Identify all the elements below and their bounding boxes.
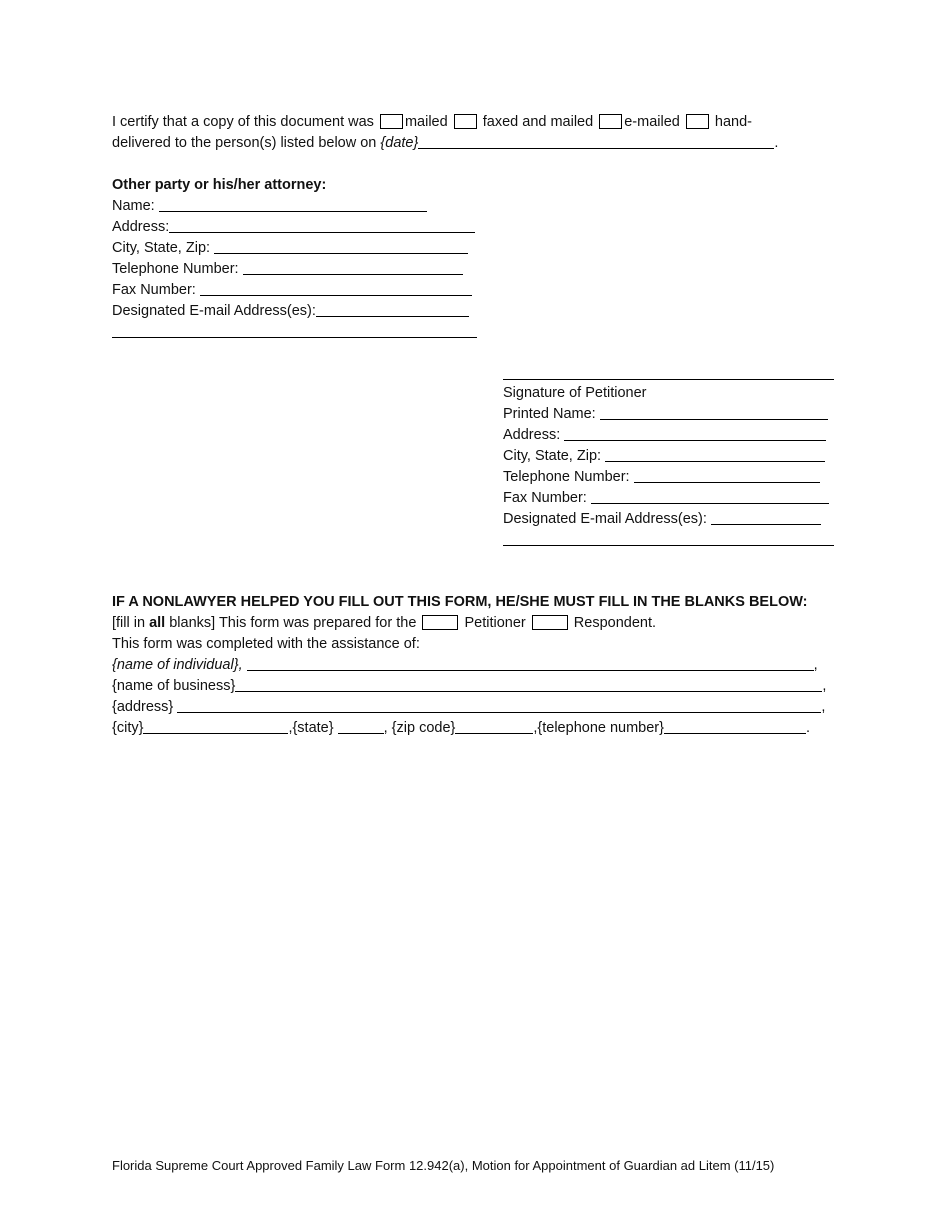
period: . xyxy=(774,135,779,151)
other-party-email-line-2 xyxy=(112,322,477,342)
prepared-for-text: blanks] This form was prepared for the xyxy=(169,615,417,631)
nonlawyer-state-field[interactable] xyxy=(338,719,384,734)
mailed-label: mailed xyxy=(404,114,448,130)
fax-label: Fax Number: xyxy=(112,282,196,298)
address-label: Address: xyxy=(112,219,170,235)
comma: , xyxy=(822,678,827,694)
certificate-line-1 xyxy=(112,112,752,132)
form-footer: Florida Supreme Court Approved Family Law Form 12.942(a), Motion for Appointment of Guardian ad Litem (11/15) xyxy=(112,1158,775,1173)
mailed-checkbox[interactable] xyxy=(380,114,403,129)
petitioner-address-field[interactable] xyxy=(564,426,826,441)
other-party-city-field[interactable] xyxy=(214,239,468,254)
nonlawyer-zip-label: , {zip code} xyxy=(383,720,456,736)
petitioner-phone-field[interactable] xyxy=(634,468,820,483)
name-business-label: {name of business} xyxy=(112,678,236,694)
signature-line-row xyxy=(503,364,834,384)
petitioner-address-label: Address: xyxy=(503,427,561,443)
nonlawyer-state-label: ,{state} xyxy=(288,720,334,736)
respondent-option-label: Respondent. xyxy=(573,615,657,631)
petitioner-city-row xyxy=(503,446,825,466)
petitioner-email-row xyxy=(503,509,821,529)
petitioner-fax-label: Fax Number: xyxy=(503,490,587,506)
nonlawyer-city-label: {city} xyxy=(112,720,144,736)
emailed-label: e-mailed xyxy=(624,114,680,130)
phone-label: Telephone Number: xyxy=(112,261,239,277)
other-party-name-field[interactable] xyxy=(159,197,427,212)
name-individual-row xyxy=(112,655,818,675)
other-party-address-row xyxy=(112,217,475,237)
other-party-fax-row xyxy=(112,280,472,300)
comma: , xyxy=(813,657,818,673)
petitioner-city-field[interactable] xyxy=(605,447,825,462)
city-label: City, State, Zip: xyxy=(112,240,211,256)
nonlawyer-address-field[interactable] xyxy=(177,698,821,713)
fill-in-text: [fill in xyxy=(112,615,146,631)
other-party-email-row xyxy=(112,301,469,321)
other-party-email-field[interactable] xyxy=(316,302,469,317)
other-party-phone-row xyxy=(112,259,463,279)
nonlawyer-heading-text: IF A NONLAWYER HELPED YOU FILL OUT THIS FORM, HE/SHE MUST FILL IN THE BLANKS BELOW: xyxy=(112,594,808,610)
petitioner-email-field[interactable] xyxy=(711,510,821,525)
printed-name-label: Printed Name: xyxy=(503,406,596,422)
other-party-fax-field[interactable] xyxy=(200,281,472,296)
petitioner-option-label: Petitioner xyxy=(464,615,526,631)
respondent-checkbox[interactable] xyxy=(532,615,568,630)
certificate-line2-text: delivered to the person(s) listed below on xyxy=(112,135,377,151)
petitioner-fax-row xyxy=(503,488,829,508)
other-party-email-field-2[interactable] xyxy=(112,323,477,338)
certificate-lead: I certify that a copy of this document was xyxy=(112,114,374,130)
petitioner-checkbox[interactable] xyxy=(422,615,458,630)
name-business-row xyxy=(112,676,826,696)
signature-label: Signature of Petitioner xyxy=(503,385,647,401)
nonlawyer-city-field[interactable] xyxy=(143,719,288,734)
petitioner-address-row xyxy=(503,425,826,445)
nonlawyer-zip-field[interactable] xyxy=(455,719,533,734)
date-field[interactable] xyxy=(418,134,774,149)
prepared-for-row xyxy=(112,613,656,633)
nonlawyer-telephone-label: ,{telephone number} xyxy=(533,720,664,736)
petitioner-fax-field[interactable] xyxy=(591,489,829,504)
petitioner-email-label: Designated E-mail Address(es): xyxy=(503,511,707,527)
certificate-line-2 xyxy=(112,133,778,153)
all-text: all xyxy=(149,615,166,631)
faxed-label: faxed and mailed xyxy=(482,114,594,130)
petitioner-email-field-2[interactable] xyxy=(503,531,834,546)
nonlawyer-heading xyxy=(112,592,807,612)
assistance-text: This form was completed with the assistance of: xyxy=(112,636,420,652)
petitioner-phone-row xyxy=(503,467,820,487)
emailed-checkbox[interactable] xyxy=(599,114,622,129)
other-party-city-row xyxy=(112,238,468,258)
signature-field[interactable] xyxy=(503,365,834,380)
date-label: {date} xyxy=(380,135,419,151)
name-label: Name: xyxy=(112,198,155,214)
name-business-field[interactable] xyxy=(235,677,822,692)
hand-label: hand- xyxy=(714,114,752,130)
nonlawyer-telephone-field[interactable] xyxy=(664,719,806,734)
printed-name-field[interactable] xyxy=(600,405,828,420)
address-row xyxy=(112,697,825,717)
faxed-checkbox[interactable] xyxy=(454,114,477,129)
comma: , xyxy=(821,699,826,715)
period: . xyxy=(805,720,811,736)
petitioner-city-label: City, State, Zip: xyxy=(503,448,602,464)
printed-name-row xyxy=(503,404,828,424)
petitioner-email-line-2 xyxy=(503,530,834,550)
name-individual-field[interactable] xyxy=(247,656,814,671)
other-party-address-field[interactable] xyxy=(169,218,475,233)
nonlawyer-address-label: {address} xyxy=(112,699,174,715)
other-party-name-row xyxy=(112,196,427,216)
other-party-phone-field[interactable] xyxy=(243,260,463,275)
city-state-zip-row xyxy=(112,718,810,738)
email-label: Designated E-mail Address(es): xyxy=(112,303,316,319)
other-party-heading xyxy=(112,175,326,195)
other-party-heading-text: Other party or his/her attorney: xyxy=(112,177,327,193)
petitioner-phone-label: Telephone Number: xyxy=(503,469,630,485)
hand-delivered-checkbox[interactable] xyxy=(686,114,709,129)
name-individual-label: {name of individual}, xyxy=(112,657,243,673)
